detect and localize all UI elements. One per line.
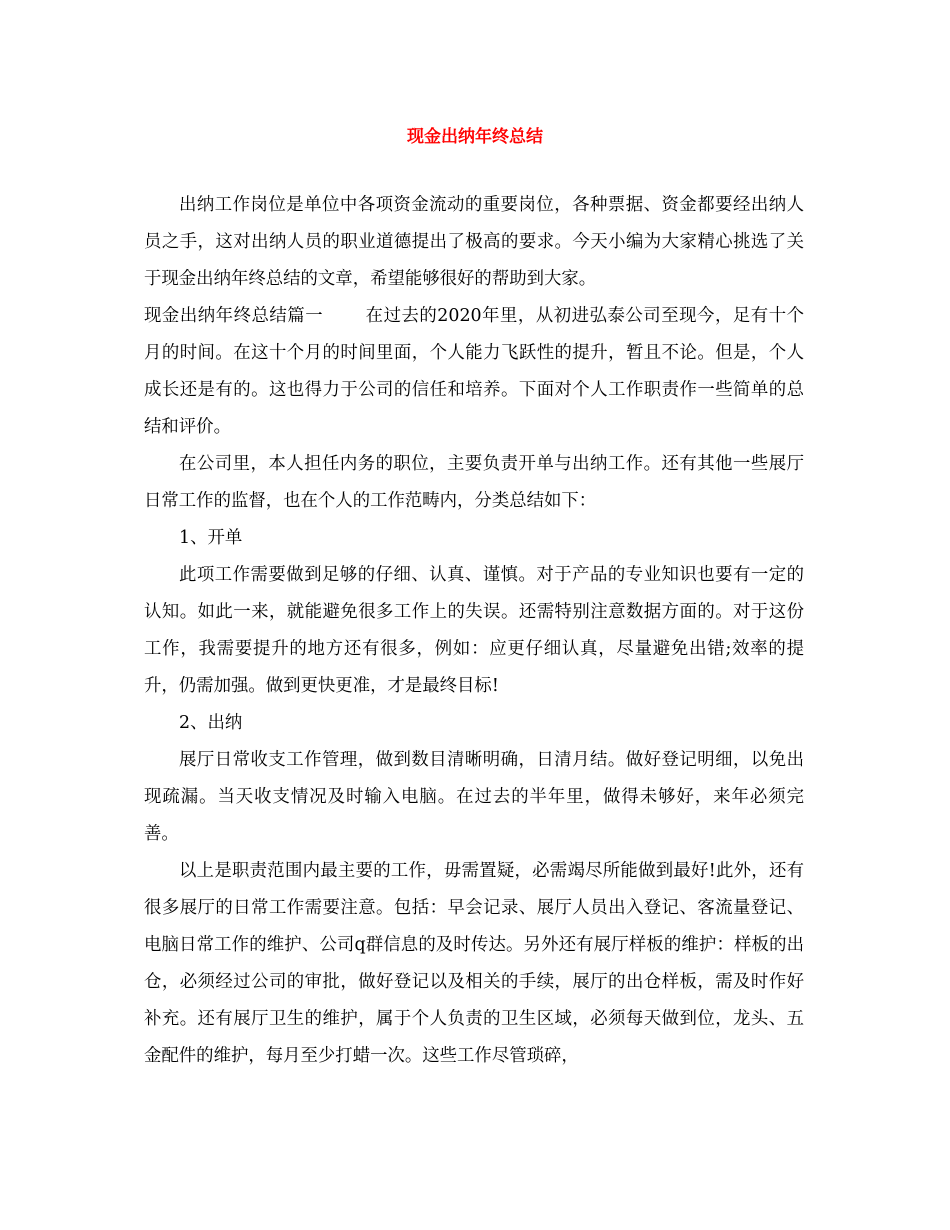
part1-paragraph bbox=[144, 298, 804, 446]
document-body bbox=[144, 187, 804, 1075]
document-title: 现金出纳年终总结 bbox=[407, 127, 543, 147]
part1-text: 在过去的2020年里，从初进弘泰公司至现今，足有十个月的时间。在这十个月的时间里面，个人能力飞跃性的提升，暂且不论。但是，个人成长还是有的。这也得力于公司的信任和培养。下面对个人工作职责作一些简单的总结和评价。 bbox=[144, 306, 804, 437]
item2-paragraph: 展厅日常收支工作管理，做到数目清晰明确，日清月结。做好登记明细，以免出现疏漏。当天收支情况及时输入电脑。在过去的半年里，做得未够好，来年必须完善。 bbox=[144, 750, 804, 844]
part1-heading: 现金出纳年终总结篇一 bbox=[144, 306, 324, 326]
duties-paragraph: 以上是职责范围内最主要的工作，毋需置疑，必需竭尽所能做到最好!此外，还有很多展厅的日常工作需要注意。包括：早会记录、展厅人员出入登记、客流量登记、电脑日常工作的维护、公司q群信息的及时传达。另外还有展厅样板的维护：样板的出仓，必须经过公司的审批，做好登记以及相关的手续，展厅的出仓样板，需及时作好补充。还有展厅卫生的维护，属于个人负责的卫生区域，必须每天做到位，龙头、五金配件的维护，每月至少打蜡一次。这些工作尽管琐碎， bbox=[144, 861, 804, 1066]
item2-heading: 2、出纳 bbox=[179, 713, 243, 733]
role-paragraph: 在公司里，本人担任内务的职位，主要负责开单与出纳工作。还有其他一些展厅日常工作的监督，也在个人的工作范畴内，分类总结如下： bbox=[144, 454, 804, 511]
intro-paragraph: 出纳工作岗位是单位中各项资金流动的重要岗位，各种票据、资金都要经出纳人员之手，这对出纳人员的职业道德提出了极高的要求。今天小编为大家精心挑选了关于现金出纳年终总结的文章，希望能够很好的帮助到大家。 bbox=[144, 195, 804, 289]
item1-paragraph: 此项工作需要做到足够的仔细、认真、谨慎。对于产品的专业知识也要有一定的认知。如此一来，就能避免很多工作上的失误。还需特别注意数据方面的。对于这份工作，我需要提升的地方还有很多，例如：应更仔细认真，尽量避免出错;效率的提升，仍需加强。做到更快更准，才是最终目标! bbox=[144, 565, 804, 696]
item1-heading: 1、开单 bbox=[179, 528, 243, 548]
